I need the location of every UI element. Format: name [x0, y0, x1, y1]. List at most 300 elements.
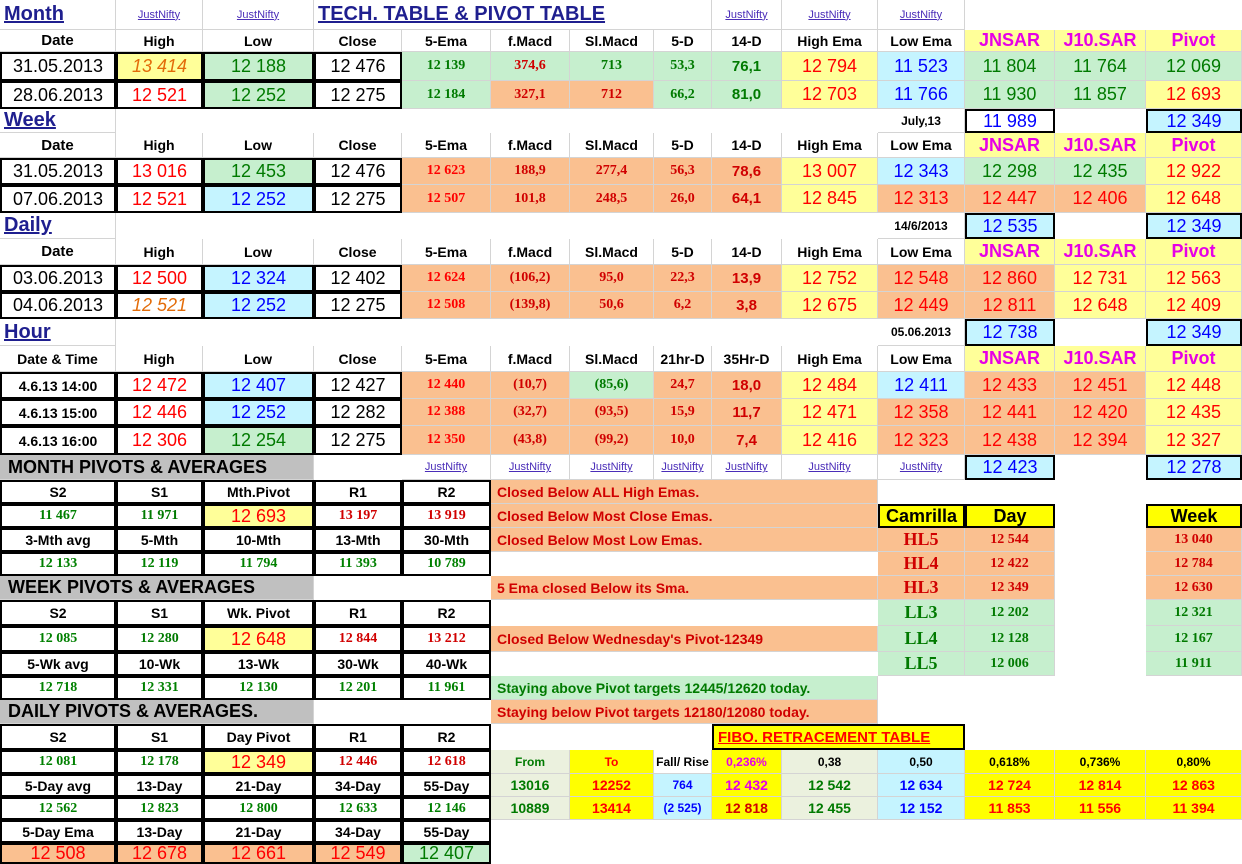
column-header[interactable]: 14-D	[712, 239, 782, 265]
value-cell[interactable]: 12 252	[203, 81, 314, 109]
average-value[interactable]: 11 961	[402, 676, 491, 700]
pivot-value[interactable]: 11 467	[0, 504, 116, 528]
fibo-header[interactable]: 0,50	[878, 750, 965, 774]
value-cell[interactable]: 12 507	[402, 185, 491, 213]
comment-text[interactable]: 5 Ema closed Below its Sma.	[491, 576, 878, 600]
value-cell[interactable]: 11,7	[712, 399, 782, 426]
value-cell[interactable]: 712	[570, 81, 654, 109]
value-cell[interactable]: 11 523	[878, 52, 965, 81]
camrilla-week-value[interactable]: 13 040	[1146, 528, 1242, 552]
section-title-week-pivots[interactable]: WEEK PIVOTS & AVERAGES	[0, 576, 314, 600]
column-header[interactable]: Sl.Macd	[570, 346, 654, 372]
average-value[interactable]: 12 562	[0, 797, 116, 820]
average-header[interactable]: 10-Mth	[203, 528, 314, 552]
column-header[interactable]: High Ema	[782, 346, 878, 372]
column-header[interactable]: Close	[314, 133, 402, 158]
comment-text[interactable]: Closed Below Most Close Emas.	[491, 504, 878, 528]
value-cell[interactable]: (106,2)	[491, 265, 570, 292]
date-cell[interactable]: 28.06.2013	[0, 81, 116, 109]
column-header[interactable]: High	[116, 239, 203, 265]
value-cell[interactable]: 12 484	[782, 372, 878, 399]
section-title-hour[interactable]: Hour	[0, 319, 116, 346]
value-cell[interactable]: 12 313	[878, 185, 965, 213]
date-cell[interactable]: 4.6.13 15:00	[0, 399, 116, 426]
value-cell[interactable]: 12 731	[1055, 265, 1146, 292]
value-cell[interactable]: 12 275	[314, 426, 402, 455]
ema-value[interactable]: 12 508	[0, 843, 116, 864]
value-cell[interactable]: 12 675	[782, 292, 878, 319]
pivot-value[interactable]: 12 178	[116, 750, 203, 774]
fibo-value[interactable]: 12 432	[712, 774, 782, 797]
fibo-value[interactable]: 12 863	[1146, 774, 1242, 797]
value-cell[interactable]: 12 252	[203, 292, 314, 319]
camrilla-level[interactable]: HL4	[878, 552, 965, 576]
average-value[interactable]: 10 789	[402, 552, 491, 576]
column-header-date[interactable]: Date	[0, 30, 116, 52]
camrilla-day-value[interactable]: 12 349	[965, 576, 1055, 600]
average-value[interactable]: 12 201	[314, 676, 402, 700]
fibo-header[interactable]: 0,38	[782, 750, 878, 774]
fibo-value[interactable]: 11 853	[965, 797, 1055, 820]
average-value[interactable]: 12 718	[0, 676, 116, 700]
section-title-daily-pivots[interactable]: DAILY PIVOTS & AVERAGES.	[0, 700, 314, 724]
value-cell[interactable]: 50,6	[570, 292, 654, 319]
pivot-header[interactable]: S1	[116, 724, 203, 750]
value-cell[interactable]: 12 275	[314, 292, 402, 319]
value-cell[interactable]: 713	[570, 52, 654, 81]
value-cell[interactable]: 12 521	[116, 81, 203, 109]
value-cell[interactable]: 12 447	[965, 185, 1055, 213]
average-value[interactable]: 12 823	[116, 797, 203, 820]
camrilla-level[interactable]: LL4	[878, 626, 965, 652]
section-title-daily[interactable]: Daily	[0, 213, 116, 239]
average-value[interactable]: 12 130	[203, 676, 314, 700]
average-header[interactable]: 5-Wk avg	[0, 652, 116, 676]
date-cell[interactable]: 03.06.2013	[0, 265, 116, 292]
column-header[interactable]: 14-D	[712, 133, 782, 158]
camrilla-week-value[interactable]: 11 911	[1146, 652, 1242, 676]
pivot-value[interactable]: 13 197	[314, 504, 402, 528]
ema-value[interactable]: 12 661	[203, 843, 314, 864]
ema-value[interactable]: 12 678	[116, 843, 203, 864]
camrilla-level[interactable]: LL3	[878, 600, 965, 626]
column-header-date[interactable]: Date	[0, 133, 116, 158]
column-header[interactable]: J10.SAR	[1055, 239, 1146, 265]
column-header[interactable]: 5-D	[654, 133, 712, 158]
column-header[interactable]: Low	[203, 133, 314, 158]
pivot-value[interactable]: 12 280	[116, 626, 203, 652]
comment-text[interactable]: Closed Below Wednesday's Pivot-12349	[491, 626, 878, 652]
fibo-value[interactable]: (2 525)	[654, 797, 712, 820]
fibo-value[interactable]: 11 394	[1146, 797, 1242, 820]
average-header[interactable]: 40-Wk	[402, 652, 491, 676]
justnifty-link[interactable]: JustNifty	[782, 0, 878, 30]
average-header[interactable]: 30-Wk	[314, 652, 402, 676]
fibo-value[interactable]: 12 724	[965, 774, 1055, 797]
value-cell[interactable]: (139,8)	[491, 292, 570, 319]
value-cell[interactable]: 12 441	[965, 399, 1055, 426]
value-cell[interactable]: (99,2)	[570, 426, 654, 455]
value-cell[interactable]: 327,1	[491, 81, 570, 109]
pivot-header[interactable]: S2	[0, 480, 116, 504]
camrilla-day-value[interactable]: 12 006	[965, 652, 1055, 676]
value-cell[interactable]: 12 521	[116, 292, 203, 319]
value-cell[interactable]: 12 184	[402, 81, 491, 109]
justnifty-link[interactable]: JustNifty	[782, 455, 878, 480]
value-cell[interactable]: 12 563	[1146, 265, 1242, 292]
value-cell[interactable]: 12 324	[203, 265, 314, 292]
value-cell[interactable]: 12 811	[965, 292, 1055, 319]
column-header[interactable]: 14-D	[712, 30, 782, 52]
value-cell[interactable]: 6,2	[654, 292, 712, 319]
fibo-value[interactable]: 12252	[570, 774, 654, 797]
value-cell[interactable]: 12 282	[314, 399, 402, 426]
ema-value[interactable]: 12 549	[314, 843, 402, 864]
value-cell[interactable]: 12 306	[116, 426, 203, 455]
fibo-value[interactable]: 12 818	[712, 797, 782, 820]
value-cell[interactable]: 12 394	[1055, 426, 1146, 455]
extra-jnsar[interactable]: 11 989	[965, 109, 1055, 133]
fibo-value[interactable]: 12 152	[878, 797, 965, 820]
value-cell[interactable]: 12 252	[203, 185, 314, 213]
column-header-date[interactable]: Date & Time	[0, 346, 116, 372]
value-cell[interactable]: 81,0	[712, 81, 782, 109]
column-header[interactable]: Low	[203, 346, 314, 372]
column-header[interactable]: J10.SAR	[1055, 133, 1146, 158]
value-cell[interactable]: 12 922	[1146, 158, 1242, 185]
value-cell[interactable]: 12 845	[782, 185, 878, 213]
value-cell[interactable]: (85,6)	[570, 372, 654, 399]
average-header[interactable]: 55-Day	[402, 774, 491, 797]
justnifty-link[interactable]: JustNifty	[878, 455, 965, 480]
ema-header[interactable]: 5-Day Ema	[0, 820, 116, 843]
value-cell[interactable]: 12 446	[116, 399, 203, 426]
value-cell[interactable]: 12 420	[1055, 399, 1146, 426]
pivot-value[interactable]: 13 919	[402, 504, 491, 528]
column-header[interactable]: Sl.Macd	[570, 239, 654, 265]
pivot-value[interactable]: 12 085	[0, 626, 116, 652]
value-cell[interactable]: 12 438	[965, 426, 1055, 455]
column-header[interactable]: 5-Ema	[402, 133, 491, 158]
extra-date[interactable]: 05.06.2013	[878, 319, 965, 346]
value-cell[interactable]: 12 703	[782, 81, 878, 109]
extra-jnsar[interactable]: 12 738	[965, 319, 1055, 346]
pivot-value[interactable]: 13 212	[402, 626, 491, 652]
value-cell[interactable]: (43,8)	[491, 426, 570, 455]
column-header[interactable]: 21hr-D	[654, 346, 712, 372]
value-cell[interactable]: 374,6	[491, 52, 570, 81]
extra-pivot[interactable]: 12 349	[1146, 319, 1242, 346]
camrilla-level[interactable]: HL3	[878, 576, 965, 600]
value-cell[interactable]: 12 449	[878, 292, 965, 319]
fibo-value[interactable]: 10889	[491, 797, 570, 820]
fibo-value[interactable]: 11 556	[1055, 797, 1146, 820]
value-cell[interactable]: (10,7)	[491, 372, 570, 399]
value-cell[interactable]: 12 648	[1055, 292, 1146, 319]
pivot-header[interactable]: S2	[0, 600, 116, 626]
value-cell[interactable]: 78,6	[712, 158, 782, 185]
column-header[interactable]: Low	[203, 239, 314, 265]
comment-text[interactable]: Closed Below Most Low Emas.	[491, 528, 878, 552]
value-cell[interactable]: 11 766	[878, 81, 965, 109]
ema-value[interactable]: 12 407	[402, 843, 491, 864]
column-header[interactable]: J10.SAR	[1055, 30, 1146, 52]
value-cell[interactable]: 12 693	[1146, 81, 1242, 109]
average-value[interactable]: 12 146	[402, 797, 491, 820]
fibo-header[interactable]: To	[570, 750, 654, 774]
column-header[interactable]: Pivot	[1146, 346, 1242, 372]
extra-jnsar[interactable]: 12 535	[965, 213, 1055, 239]
fibo-title[interactable]: FIBO. RETRACEMENT TABLE	[712, 724, 965, 750]
pivot-value[interactable]: 12 844	[314, 626, 402, 652]
value-cell[interactable]: 12 252	[203, 399, 314, 426]
value-cell[interactable]: 101,8	[491, 185, 570, 213]
value-cell[interactable]: 12 752	[782, 265, 878, 292]
justnifty-link[interactable]: JustNifty	[654, 455, 712, 480]
value-cell[interactable]: 12 254	[203, 426, 314, 455]
average-value[interactable]: 12 633	[314, 797, 402, 820]
value-cell[interactable]: 3,8	[712, 292, 782, 319]
extra-date[interactable]: July,13	[878, 109, 965, 133]
average-value[interactable]: 12 800	[203, 797, 314, 820]
value-cell[interactable]: 12 298	[965, 158, 1055, 185]
fibo-header[interactable]: 0,80%	[1146, 750, 1242, 774]
column-header[interactable]: 5-D	[654, 30, 712, 52]
justnifty-link[interactable]: JustNifty	[116, 0, 203, 30]
value-cell[interactable]: 12 521	[116, 185, 203, 213]
pivot-header[interactable]: S1	[116, 480, 203, 504]
camrilla-day-value[interactable]: 12 202	[965, 600, 1055, 626]
justnifty-link[interactable]: JustNifty	[491, 455, 570, 480]
value-cell[interactable]: 7,4	[712, 426, 782, 455]
pivot-header[interactable]: R2	[402, 480, 491, 504]
average-header[interactable]: 5-Day avg	[0, 774, 116, 797]
value-cell[interactable]: 24,7	[654, 372, 712, 399]
comment-text[interactable]: Staying above Pivot targets 12445/12620 today.	[491, 676, 878, 700]
camrilla-title[interactable]: Camrilla	[878, 504, 965, 528]
value-cell[interactable]: 12 435	[1055, 158, 1146, 185]
value-cell[interactable]: 12 451	[1055, 372, 1146, 399]
column-header[interactable]: Sl.Macd	[570, 133, 654, 158]
extra-pivot[interactable]: 12 278	[1146, 455, 1242, 480]
fibo-value[interactable]: 12 634	[878, 774, 965, 797]
justnifty-link[interactable]: JustNifty	[203, 0, 314, 30]
average-header[interactable]: 5-Mth	[116, 528, 203, 552]
pivot-header[interactable]: S1	[116, 600, 203, 626]
value-cell[interactable]: 12 453	[203, 158, 314, 185]
value-cell[interactable]: 26,0	[654, 185, 712, 213]
column-header[interactable]: JNSAR	[965, 239, 1055, 265]
pivot-value[interactable]: 12 648	[203, 626, 314, 652]
value-cell[interactable]: 12 448	[1146, 372, 1242, 399]
pivot-header[interactable]: Mth.Pivot	[203, 480, 314, 504]
column-header[interactable]: High	[116, 346, 203, 372]
column-header[interactable]: High Ema	[782, 133, 878, 158]
column-header[interactable]: Pivot	[1146, 239, 1242, 265]
value-cell[interactable]: 11 804	[965, 52, 1055, 81]
column-header[interactable]: 5-Ema	[402, 346, 491, 372]
pivot-value[interactable]: 12 081	[0, 750, 116, 774]
value-cell[interactable]: 53,3	[654, 52, 712, 81]
value-cell[interactable]: 12 407	[203, 372, 314, 399]
column-header[interactable]: Close	[314, 239, 402, 265]
average-header[interactable]: 30-Mth	[402, 528, 491, 552]
value-cell[interactable]: 12 433	[965, 372, 1055, 399]
value-cell[interactable]: 12 343	[878, 158, 965, 185]
value-cell[interactable]: 12 350	[402, 426, 491, 455]
value-cell[interactable]: 12 508	[402, 292, 491, 319]
column-header[interactable]: High	[116, 30, 203, 52]
value-cell[interactable]: 13 016	[116, 158, 203, 185]
column-header[interactable]: High Ema	[782, 30, 878, 52]
value-cell[interactable]: 12 188	[203, 52, 314, 81]
fibo-header[interactable]: 0,236%	[712, 750, 782, 774]
value-cell[interactable]: 12 358	[878, 399, 965, 426]
value-cell[interactable]: 12 623	[402, 158, 491, 185]
pivot-value[interactable]: 12 693	[203, 504, 314, 528]
fibo-header[interactable]: 0,618%	[965, 750, 1055, 774]
value-cell[interactable]: 12 500	[116, 265, 203, 292]
value-cell[interactable]: 12 476	[314, 158, 402, 185]
value-cell[interactable]: 188,9	[491, 158, 570, 185]
column-header[interactable]: JNSAR	[965, 30, 1055, 52]
value-cell[interactable]: 15,9	[654, 399, 712, 426]
fibo-value[interactable]: 764	[654, 774, 712, 797]
justnifty-link[interactable]: JustNifty	[402, 455, 491, 480]
camrilla-day-header[interactable]: Day	[965, 504, 1055, 528]
pivot-header[interactable]: R2	[402, 724, 491, 750]
column-header[interactable]: Low Ema	[878, 133, 965, 158]
value-cell[interactable]: 277,4	[570, 158, 654, 185]
ema-header[interactable]: 34-Day	[314, 820, 402, 843]
pivot-header[interactable]: Day Pivot	[203, 724, 314, 750]
pivot-value[interactable]: 11 971	[116, 504, 203, 528]
average-value[interactable]: 11 794	[203, 552, 314, 576]
fibo-value[interactable]: 13414	[570, 797, 654, 820]
camrilla-day-value[interactable]: 12 128	[965, 626, 1055, 652]
pivot-header[interactable]: S2	[0, 724, 116, 750]
extra-pivot[interactable]: 12 349	[1146, 213, 1242, 239]
date-cell[interactable]: 31.05.2013	[0, 52, 116, 81]
date-cell[interactable]: 4.6.13 16:00	[0, 426, 116, 455]
camrilla-level[interactable]: LL5	[878, 652, 965, 676]
value-cell[interactable]: 12 139	[402, 52, 491, 81]
date-cell[interactable]: 4.6.13 14:00	[0, 372, 116, 399]
value-cell[interactable]: 12 548	[878, 265, 965, 292]
average-value[interactable]: 12 133	[0, 552, 116, 576]
date-cell[interactable]: 31.05.2013	[0, 158, 116, 185]
pivot-header[interactable]: R1	[314, 480, 402, 504]
value-cell[interactable]: 12 275	[314, 185, 402, 213]
date-cell[interactable]: 07.06.2013	[0, 185, 116, 213]
column-header[interactable]: Low Ema	[878, 346, 965, 372]
justnifty-link[interactable]: JustNifty	[570, 455, 654, 480]
value-cell[interactable]: 22,3	[654, 265, 712, 292]
extra-jnsar[interactable]: 12 423	[965, 455, 1055, 480]
value-cell[interactable]: 12 406	[1055, 185, 1146, 213]
camrilla-day-value[interactable]: 12 422	[965, 552, 1055, 576]
value-cell[interactable]: 13,9	[712, 265, 782, 292]
fibo-header[interactable]: Fall/ Rise	[654, 750, 712, 774]
extra-date[interactable]: 14/6/2013	[878, 213, 965, 239]
section-title-month[interactable]: Month	[0, 0, 116, 30]
column-header[interactable]: f.Macd	[491, 346, 570, 372]
value-cell[interactable]: 12 409	[1146, 292, 1242, 319]
column-header[interactable]: 5-Ema	[402, 30, 491, 52]
value-cell[interactable]: 13 414	[116, 52, 203, 81]
section-title-month-pivots[interactable]: MONTH PIVOTS & AVERAGES	[0, 455, 314, 480]
extra-pivot[interactable]: 12 349	[1146, 109, 1242, 133]
comment-text[interactable]: Closed Below ALL High Emas.	[491, 480, 878, 504]
column-header-date[interactable]: Date	[0, 239, 116, 265]
fibo-value[interactable]: 12 814	[1055, 774, 1146, 797]
column-header[interactable]: JNSAR	[965, 346, 1055, 372]
column-header[interactable]: High Ema	[782, 239, 878, 265]
value-cell[interactable]: 12 435	[1146, 399, 1242, 426]
camrilla-week-value[interactable]: 12 630	[1146, 576, 1242, 600]
column-header[interactable]: 5-D	[654, 239, 712, 265]
column-header[interactable]: J10.SAR	[1055, 346, 1146, 372]
value-cell[interactable]: 12 275	[314, 81, 402, 109]
camrilla-week-value[interactable]: 12 167	[1146, 626, 1242, 652]
column-header[interactable]: Close	[314, 30, 402, 52]
average-header[interactable]: 13-Day	[116, 774, 203, 797]
value-cell[interactable]: 64,1	[712, 185, 782, 213]
value-cell[interactable]: 56,3	[654, 158, 712, 185]
value-cell[interactable]: 12 648	[1146, 185, 1242, 213]
column-header[interactable]: f.Macd	[491, 30, 570, 52]
justnifty-link[interactable]: JustNifty	[712, 455, 782, 480]
column-header[interactable]: JNSAR	[965, 133, 1055, 158]
camrilla-week-header[interactable]: Week	[1146, 504, 1242, 528]
column-header[interactable]: Pivot	[1146, 30, 1242, 52]
justnifty-link[interactable]: JustNifty	[878, 0, 965, 30]
average-value[interactable]: 11 393	[314, 552, 402, 576]
value-cell[interactable]: 12 471	[782, 399, 878, 426]
pivot-header[interactable]: R1	[314, 600, 402, 626]
value-cell[interactable]: 66,2	[654, 81, 712, 109]
justnifty-link[interactable]: JustNifty	[712, 0, 782, 30]
value-cell[interactable]: 12 472	[116, 372, 203, 399]
pivot-value[interactable]: 12 349	[203, 750, 314, 774]
fibo-value[interactable]: 13016	[491, 774, 570, 797]
value-cell[interactable]: 12 411	[878, 372, 965, 399]
average-header[interactable]: 34-Day	[314, 774, 402, 797]
average-header[interactable]: 10-Wk	[116, 652, 203, 676]
value-cell[interactable]: 12 416	[782, 426, 878, 455]
column-header[interactable]: Close	[314, 346, 402, 372]
value-cell[interactable]: 12 402	[314, 265, 402, 292]
value-cell[interactable]: 12 860	[965, 265, 1055, 292]
pivot-value[interactable]: 12 446	[314, 750, 402, 774]
average-value[interactable]: 12 331	[116, 676, 203, 700]
value-cell[interactable]: 76,1	[712, 52, 782, 81]
value-cell[interactable]: 13 007	[782, 158, 878, 185]
value-cell[interactable]: 12 327	[1146, 426, 1242, 455]
value-cell[interactable]: (93,5)	[570, 399, 654, 426]
ema-header[interactable]: 55-Day	[402, 820, 491, 843]
fibo-header[interactable]: From	[491, 750, 570, 774]
fibo-header[interactable]: 0,736%	[1055, 750, 1146, 774]
column-header[interactable]: f.Macd	[491, 133, 570, 158]
page-title[interactable]: TECH. TABLE & PIVOT TABLE	[314, 0, 712, 30]
column-header[interactable]: 35Hr-D	[712, 346, 782, 372]
column-header[interactable]: High	[116, 133, 203, 158]
value-cell[interactable]: 10,0	[654, 426, 712, 455]
value-cell[interactable]: 12 388	[402, 399, 491, 426]
value-cell[interactable]: 12 069	[1146, 52, 1242, 81]
value-cell[interactable]: 11 930	[965, 81, 1055, 109]
